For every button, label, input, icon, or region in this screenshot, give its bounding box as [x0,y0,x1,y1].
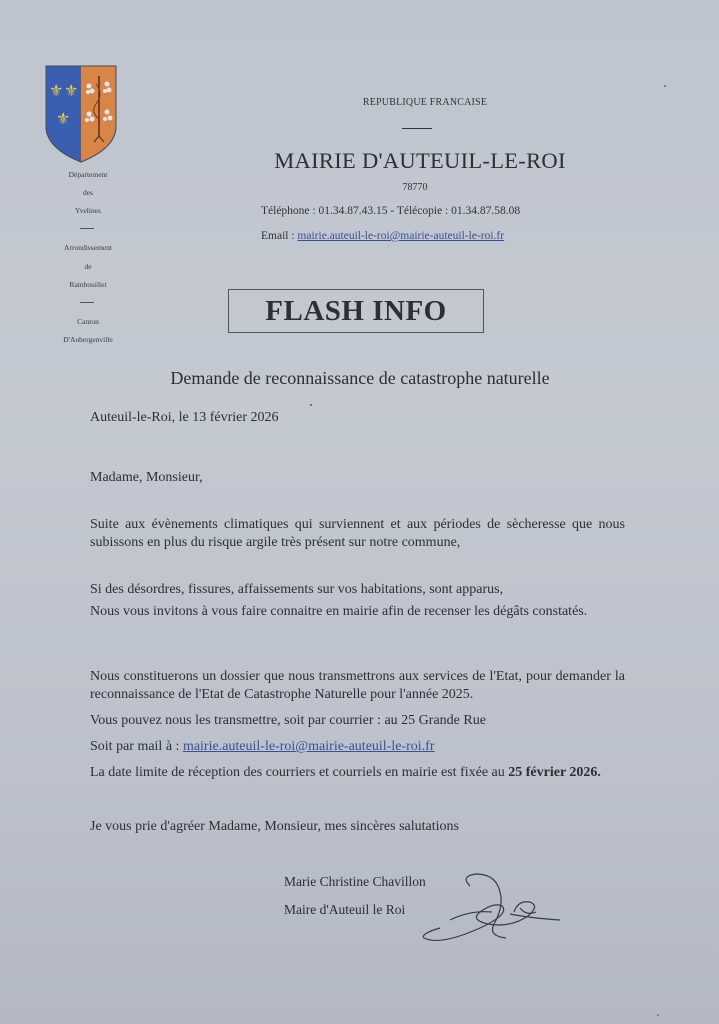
email-label: Email : [261,230,298,242]
paragraph-3: Nous constituerons un dossier que nous transmettrons aux services de l'Etat, pour demander la reconnaissance de l'Etat de Catastrophe Naturelle pour l'année 2025. [90,669,625,702]
mail-label: Soit par mail à : [90,739,183,754]
deadline-text: La date limite de réception des courriers et courriels en mairie est fixée au [90,765,509,780]
svg-text:⚜: ⚜ [64,81,79,100]
canton-name: D'Aubergenville [63,335,113,344]
paragraph-6 [90,764,625,782]
republic-header: REPUBLIQUE FRANCAISE [362,97,488,108]
flash-info-box [228,289,484,333]
paragraph-1: Suite aux évènements climatiques qui surviennent et aux périodes de sècheresse que nous subissons en plus du risque argile très présent sur notre commune, [90,517,625,550]
handwritten-signature-icon [410,866,580,946]
paper-speck [664,85,666,87]
paragraph-2-line-1: Si des désordres, fissures, affaissements sur vos habitations, sont apparus, [90,582,504,597]
canton-label: Canton [77,317,99,326]
letter-subject: Demande de reconnaissance de catastrophe naturelle [170,368,550,388]
coat-of-arms-icon [44,64,118,164]
sidebar-divider [80,228,94,229]
flash-info-label: FLASH INFO [265,294,447,327]
signatory-name: Marie Christine Chavillon [284,874,426,889]
arrondissement-name: Rambouillet [69,280,107,289]
paper-speck [657,1014,659,1016]
svg-text:⚜: ⚜ [56,109,71,128]
arrondissement-of: de [84,262,92,271]
deadline-date: 25 février 2026. [508,765,601,780]
body-email-link[interactable]: mairie.auteuil-le-roi@mairie-auteuil-le-roi.fr [182,739,435,754]
svg-text:⚜: ⚜ [49,81,64,100]
sidebar-divider [80,302,94,303]
paragraph-5 [90,738,625,756]
signatory-title: Maire d'Auteuil le Roi [284,902,406,917]
arrondissement-label: Arrondissement [64,243,112,252]
paragraph-2-line-2: Nous vous invitons à vous faire connaitre en mairie afin de recenser les dégâts constatés. [90,604,588,619]
email-line [261,230,504,242]
header-divider [402,128,432,129]
header-email-link[interactable]: mairie.auteuil-le-roi@mairie-auteuil-le-roi.fr [297,230,505,242]
postal-code: 78770 [402,182,428,193]
place-date: Auteuil-le-Roi, le 13 février 2026 [90,410,279,425]
salutation: Madame, Monsieur, [90,470,203,485]
closing: Je vous prie d'agréer Madame, Monsieur, mes sincères salutations [90,819,459,834]
departement-name: Yvelines [75,206,101,215]
paper-speck [310,404,312,406]
departement-of: des [83,188,93,197]
departement-label: Département [68,170,108,179]
mairie-title: MAIRIE D'AUTEUIL-LE-ROI [274,148,566,173]
paragraph-4: Vous pouvez nous les transmettre, soit par courrier : au 25 Grande Rue [90,713,486,728]
phone-line: Téléphone : 01.34.87.43.15 - Télécopie : 01.34.87.58.08 [261,205,521,217]
